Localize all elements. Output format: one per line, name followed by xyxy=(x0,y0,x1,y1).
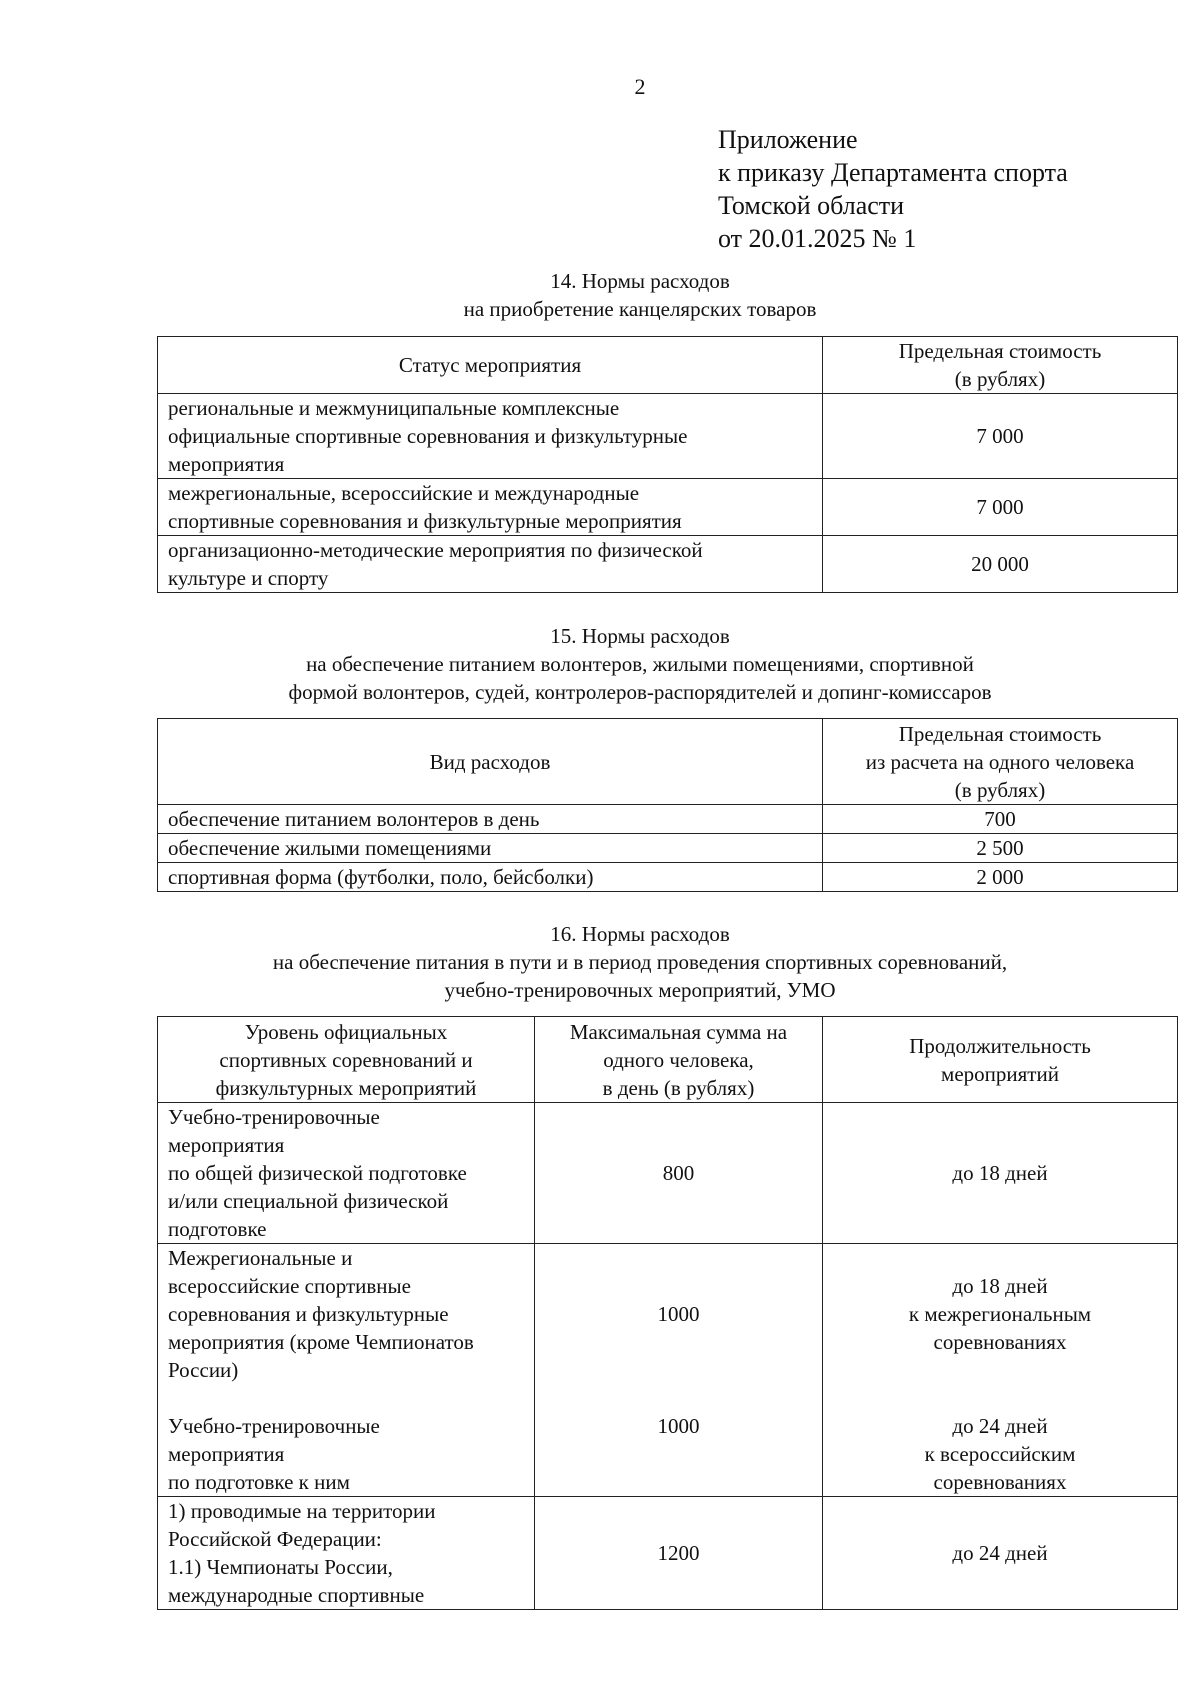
event-level-cell: Учебно-тренировочные мероприятия по общей физической подготовке и/или специальной физической подготовке xyxy=(158,1103,535,1244)
column-header: Максимальная сумма на одного человека, в день (в рублях) xyxy=(535,1017,823,1103)
appendix-header xyxy=(718,123,1068,255)
table-row xyxy=(158,536,1178,593)
expense-type-cell: обеспечение питанием волонтеров в день xyxy=(158,805,823,834)
section-14-subtitle: на приобретение канцелярских товаров xyxy=(463,297,817,321)
amount-cell: 800 xyxy=(535,1103,823,1244)
column-header: Предельная стоимость (в рублях) xyxy=(823,337,1178,394)
cost-cell: 700 xyxy=(823,805,1178,834)
cost-cell: 2 500 xyxy=(823,834,1178,863)
table-row xyxy=(158,479,1178,536)
column-header: Статус мероприятия xyxy=(158,337,823,394)
cost-cell: 7 000 xyxy=(823,394,1178,479)
duration-cell: до 24 дней xyxy=(823,1497,1178,1610)
cost-cell: 20 000 xyxy=(823,536,1178,593)
cost-cell: 2 000 xyxy=(823,863,1178,892)
table-row xyxy=(158,394,1178,479)
table-row xyxy=(158,863,1178,892)
cost-cell: 7 000 xyxy=(823,479,1178,536)
event-level-cell: 1) проводимые на территории Российской Федерации: 1.1) Чемпионаты России, международные спортивные xyxy=(158,1497,535,1610)
duration-cell xyxy=(823,1244,1178,1497)
table-15 xyxy=(157,718,1178,892)
event-level-cell xyxy=(158,1244,535,1497)
appendix-line: Томской области xyxy=(718,191,905,220)
amount-value: 1000 xyxy=(657,1302,700,1326)
table-row xyxy=(158,1103,1178,1244)
section-15-subtitle: формой волонтеров, судей, контролеров-распорядителей и допинг-комиссаров xyxy=(288,680,992,704)
event-level-text: Межрегиональные и всероссийские спортивные соревнования и физкультурные мероприятия (кроме Чемпионатов России) xyxy=(168,1246,474,1382)
column-header: Уровень официальных спортивных соревнований и физкультурных мероприятий xyxy=(158,1017,535,1103)
expense-type-cell: обеспечение жилыми помещениями xyxy=(158,834,823,863)
column-header: Продолжительность мероприятий xyxy=(823,1017,1178,1103)
amount-cell xyxy=(535,1244,823,1497)
event-status-cell: межрегиональные, всероссийские и международные спортивные соревнования и физкультурные мероприятия xyxy=(158,479,823,536)
section-15-title: 15. Нормы расходов xyxy=(550,624,730,648)
table-header-row xyxy=(158,1017,1178,1103)
duration-value: до 24 дней к всероссийским соревнованиях xyxy=(924,1414,1076,1494)
appendix-line: к приказу Департамента спорта xyxy=(718,158,1068,187)
appendix-line: от 20.01.2025 № 1 xyxy=(718,224,917,253)
amount-value: 1000 xyxy=(657,1414,700,1438)
table-row xyxy=(158,1497,1178,1610)
event-status-cell: организационно-методические мероприятия по физической культуре и спорту xyxy=(158,536,823,593)
event-level-text: Учебно-тренировочные мероприятия по подготовке к ним xyxy=(168,1414,380,1494)
column-header: Предельная стоимость из расчета на одного человека (в рублях) xyxy=(823,719,1178,805)
table-header-row xyxy=(158,719,1178,805)
table-14 xyxy=(157,336,1178,593)
event-status-cell: региональные и межмуниципальные комплексные официальные спортивные соревнования и физкультурные мероприятия xyxy=(158,394,823,479)
table-row xyxy=(158,1244,1178,1497)
duration-value: до 18 дней к межрегиональным соревнованиях xyxy=(908,1274,1092,1354)
section-16-title: 16. Нормы расходов xyxy=(550,922,730,946)
column-header: Вид расходов xyxy=(158,719,823,805)
page-number: 2 xyxy=(634,74,646,99)
section-16-subtitle: учебно-тренировочных мероприятий, УМО xyxy=(444,978,836,1002)
expense-type-cell: спортивная форма (футболки, поло, бейсболки) xyxy=(158,863,823,892)
amount-cell: 1200 xyxy=(535,1497,823,1610)
section-16-subtitle: на обеспечение питания в пути и в период проведения спортивных соревнований, xyxy=(272,950,1008,974)
appendix-line: Приложение xyxy=(718,125,858,154)
table-header-row xyxy=(158,337,1178,394)
table-16 xyxy=(157,1016,1178,1610)
section-14-title: 14. Нормы расходов xyxy=(550,269,730,293)
section-15-subtitle: на обеспечение питанием волонтеров, жилыми помещениями, спортивной xyxy=(306,652,974,676)
table-row xyxy=(158,834,1178,863)
table-row xyxy=(158,805,1178,834)
duration-cell: до 18 дней xyxy=(823,1103,1178,1244)
